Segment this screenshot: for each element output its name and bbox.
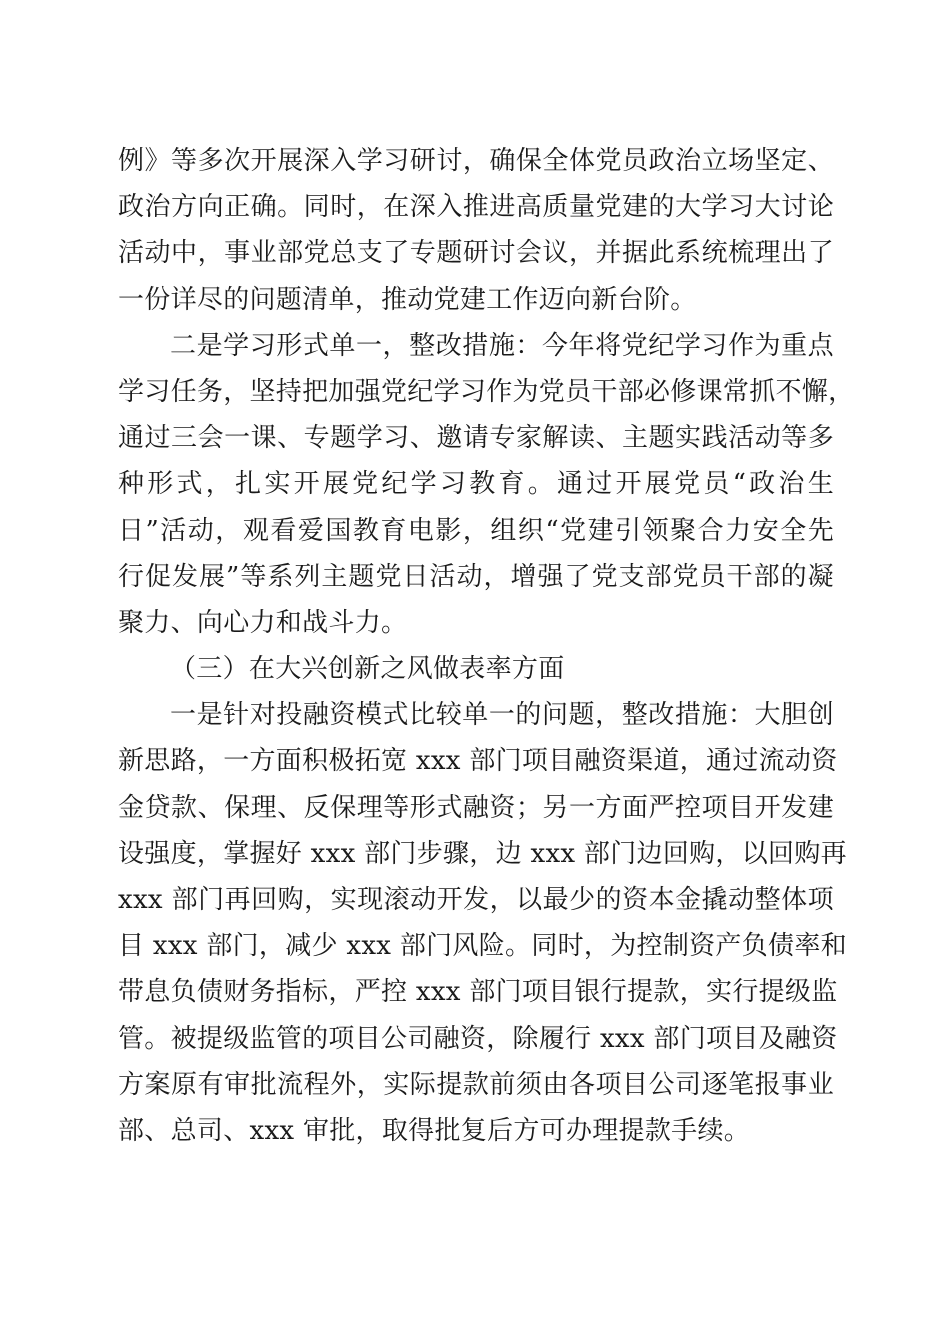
section-heading: （三）在大兴创新之风做表率方面 bbox=[170, 654, 565, 685]
text-line: 日”活动，观看爱国教育电影，组织“党建引领聚合力安全先 bbox=[118, 515, 834, 546]
text-line: 种形式，扎实开展党纪学习教育。通过开展党员“政治生 bbox=[118, 469, 834, 500]
text-line: 二是学习形式单一，整改措施：今年将党纪学习作为重点 bbox=[170, 330, 834, 361]
paragraph-1 bbox=[118, 138, 834, 323]
text-line: 管。被提级监管的项目公司融资，除履行 xxx 部门项目及融资 bbox=[118, 1023, 838, 1054]
text-line: 设强度，掌握好 xxx 部门步骤，边 xxx 部门边回购，以回购再 bbox=[118, 838, 847, 869]
text-line: 金贷款、保理、反保理等形式融资；另一方面严控项目开发建 bbox=[118, 792, 834, 823]
document-body bbox=[118, 138, 855, 1154]
text-line: 部、总司、xxx 审批，取得批复后方可办理提款手续。 bbox=[118, 1115, 751, 1146]
text-line: 例》等多次开展深入学习研讨，确保全体党员政治立场坚定、 bbox=[118, 146, 834, 176]
text-line: 聚力、向心力和战斗力。 bbox=[118, 607, 408, 638]
paragraph-3 bbox=[118, 692, 847, 1154]
text-line: 一是针对投融资模式比较单一的问题，整改措施：大胆创 bbox=[170, 700, 834, 731]
text-line: 行促发展”等系列主题党日活动，增强了党支部党员干部的凝 bbox=[118, 561, 834, 592]
text-line: 新思路，一方面积极拓宽 xxx 部门项目融资渠道，通过流动资 bbox=[118, 746, 838, 777]
text-line: 目 xxx 部门，减少 xxx 部门风险。同时，为控制资产负债率和 bbox=[118, 931, 847, 962]
text-line: 学习任务，坚持把加强党纪学习作为党员干部必修课常抓不懈， bbox=[118, 376, 855, 407]
paragraph-2 bbox=[118, 323, 855, 646]
text-line: xxx 部门再回购，实现滚动开发，以最少的资本金撬动整体项 bbox=[118, 885, 834, 915]
text-line: 方案原有审批流程外，实际提款前须由各项目公司逐笔报事业 bbox=[118, 1069, 834, 1100]
text-line: 一份详尽的问题清单，推动党建工作迈向新台阶。 bbox=[118, 284, 697, 315]
text-line: 政治方向正确。同时，在深入推进高质量党建的大学习大讨论 bbox=[118, 192, 834, 223]
text-line: 带息负债财务指标，严控 xxx 部门项目银行提款，实行提级监 bbox=[118, 977, 838, 1008]
text-line: 活动中，事业部党总支了专题研讨会议，并据此系统梳理出了 bbox=[118, 238, 834, 269]
text-line: 通过三会一课、专题学习、邀请专家解读、主题实践活动等多 bbox=[118, 423, 834, 454]
